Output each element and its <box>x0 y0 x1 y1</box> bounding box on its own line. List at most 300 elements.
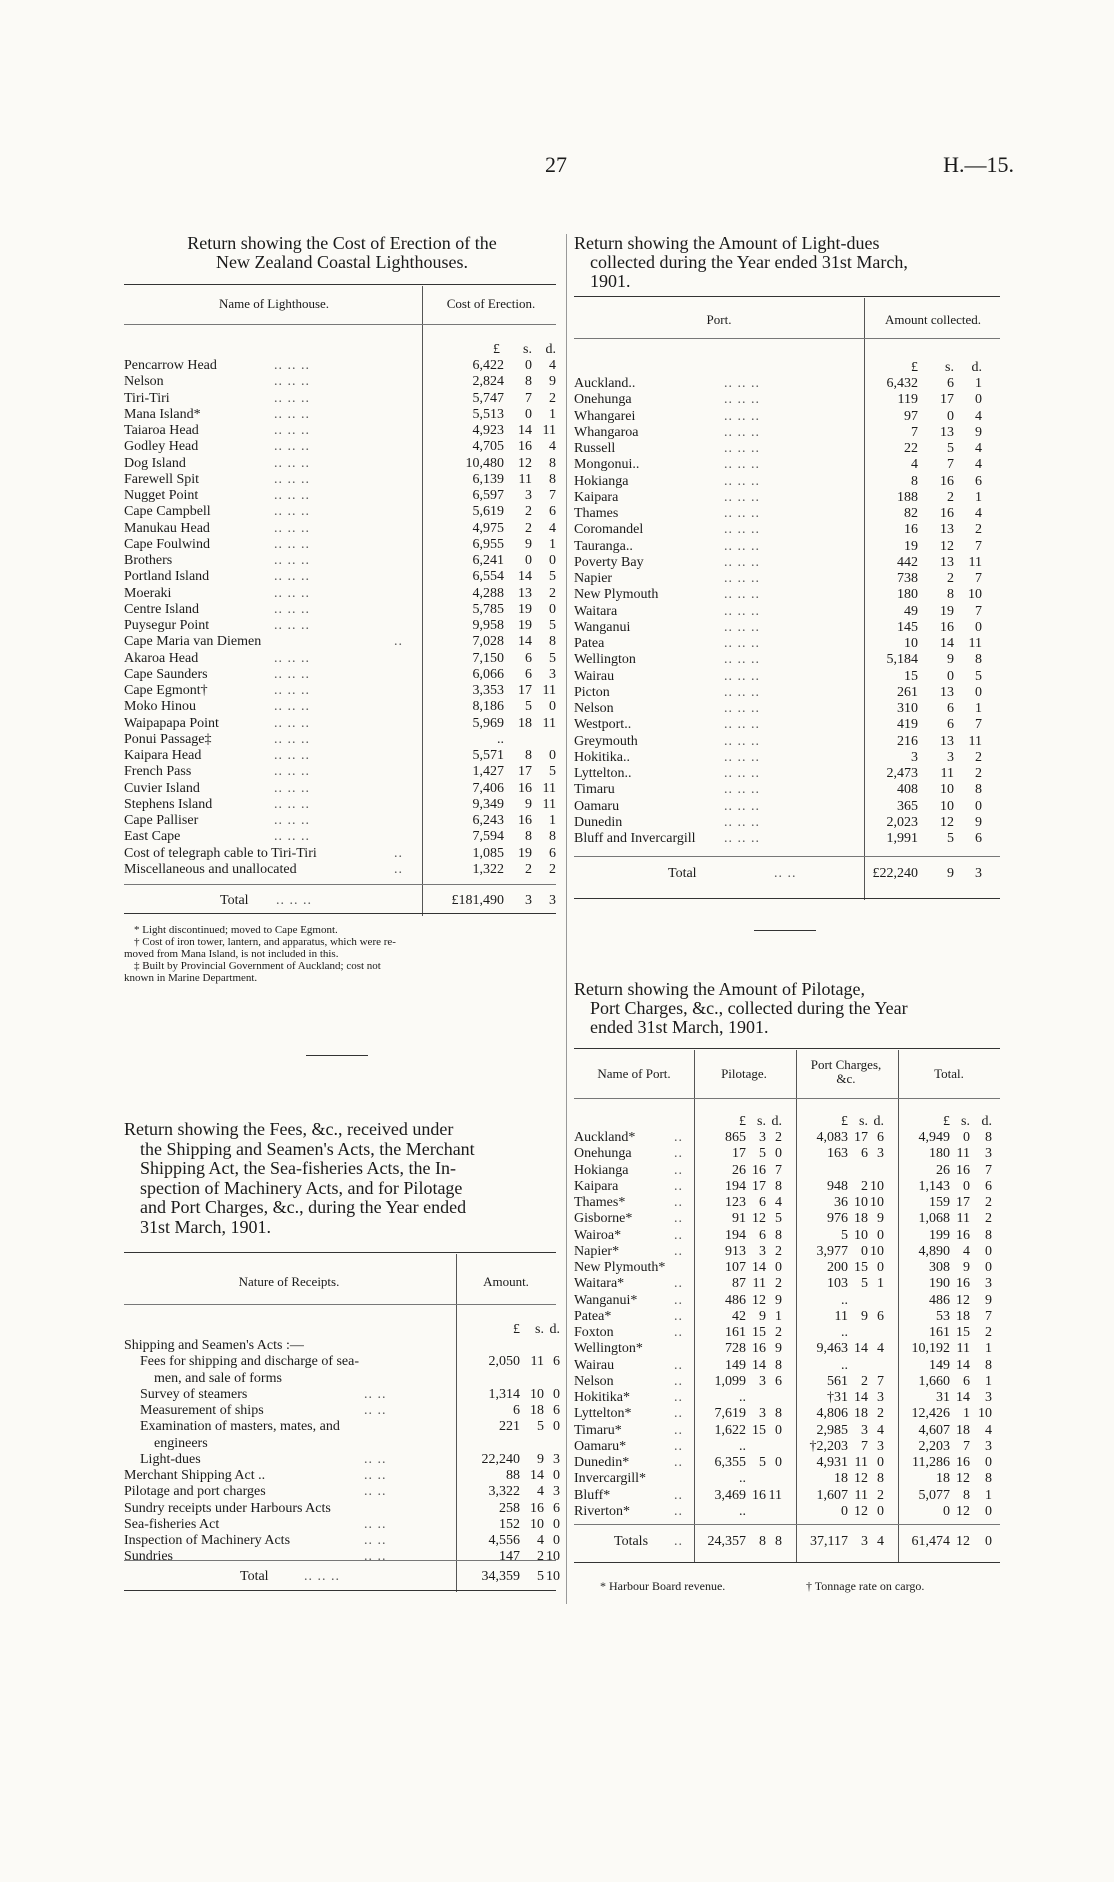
table-row <box>124 1501 560 1517</box>
amount-shillings: 2 <box>947 489 954 505</box>
page-number: 27 <box>545 152 567 177</box>
table-row <box>574 815 1004 831</box>
total-shillings: 14 <box>956 1357 970 1373</box>
fees-rows <box>124 1338 560 1566</box>
total-pence: 2 <box>985 1195 992 1210</box>
rule <box>574 856 1000 857</box>
total-shillings: 18 <box>956 1308 970 1324</box>
amount-pence: 7 <box>975 571 982 586</box>
rule <box>124 1252 556 1253</box>
amount-pence: 0 <box>553 1516 560 1532</box>
col-total: Total. <box>934 1066 964 1081</box>
total-pounds: 11,286 <box>912 1455 950 1470</box>
leader-dots: .. .. .. <box>274 471 310 487</box>
pilotage-pence: 5 <box>775 1211 782 1227</box>
cost-pounds: 6,597 <box>472 488 504 503</box>
table-row <box>124 488 560 504</box>
pilotage-pence: 2 <box>775 1243 782 1259</box>
cost-shillings: 13 <box>518 585 532 601</box>
table-row <box>574 392 1004 408</box>
table-row <box>124 846 560 862</box>
total-shillings: 15 <box>956 1325 970 1340</box>
port-name: Napier* <box>574 1243 620 1259</box>
total-pounds: 4,607 <box>918 1422 950 1438</box>
amount-pounds: 6,432 <box>886 376 918 391</box>
amount-pounds: 258 <box>499 1500 520 1516</box>
pilotage-shillings: 3 <box>759 1406 766 1422</box>
charges-shillings: 14 <box>854 1390 868 1405</box>
pilotage-shillings: 11 <box>752 1276 766 1292</box>
table-row <box>124 829 560 845</box>
total-shillings: 4 <box>963 1243 970 1259</box>
lighthouse-name: East Cape <box>124 829 181 845</box>
lighthouse-name: Nugget Point <box>124 488 199 503</box>
amount-pounds: 8 <box>911 473 918 489</box>
port-name: Wanganui* <box>574 1292 638 1308</box>
cost-shillings: 16 <box>518 780 532 796</box>
table-row <box>574 1325 1004 1341</box>
leader-dots: .. .. .. <box>274 585 310 601</box>
leader-dots: .. .. .. <box>274 520 310 536</box>
amount-pence: 11 <box>968 733 982 749</box>
table-row <box>574 1358 1004 1374</box>
cost-pence: 0 <box>549 748 556 763</box>
total-pounds: 486 <box>929 1292 950 1308</box>
cost-shillings: 17 <box>518 764 532 780</box>
receipt-name: Measurement of ships <box>140 1403 264 1418</box>
table-row <box>124 1387 560 1403</box>
pilotage-pounds: 42 <box>732 1308 746 1324</box>
leader-dots: .. <box>674 1308 683 1324</box>
port-name: Wellington* <box>574 1341 643 1357</box>
pilotage-shillings: 12 <box>752 1211 766 1227</box>
lighthouse-name: Moko Hinou <box>124 699 196 715</box>
cost-shillings: 6 <box>525 666 532 682</box>
charges-shillings: 3 <box>861 1422 868 1438</box>
leader-dots: .. .. .. <box>724 798 760 814</box>
cost-shillings: 14 <box>518 634 532 650</box>
lighthouse-name: Stephens Island <box>124 796 213 812</box>
table-row <box>124 781 560 797</box>
pilotage-shillings: 16 <box>752 1162 766 1178</box>
leader-dots: .. <box>674 1325 683 1340</box>
cost-shillings: 14 <box>518 423 532 438</box>
total-pence: 10 <box>978 1406 992 1422</box>
port-name: Wairau <box>574 668 615 684</box>
pilotage-pence: 8 <box>775 1357 782 1373</box>
table-row <box>124 1419 560 1435</box>
cost-pounds: 3,353 <box>472 683 504 698</box>
cost-shillings: 16 <box>518 813 532 828</box>
cost-pence: 2 <box>549 585 556 601</box>
leader-dots: .. <box>674 1211 683 1227</box>
section-divider <box>306 1055 368 1056</box>
cost-shillings: 18 <box>518 715 532 731</box>
charges-pounds: 976 <box>827 1211 848 1227</box>
amount-pence: 9 <box>975 814 982 830</box>
leader-dots: .. .. .. <box>724 636 760 651</box>
amount-shillings: 14 <box>530 1468 544 1483</box>
leader-dots: .. .. .. <box>274 813 310 828</box>
rule <box>574 1048 1000 1049</box>
amount-shillings: 9 <box>537 1451 544 1467</box>
table-row <box>574 1293 1004 1309</box>
amount-pence: 6 <box>553 1354 560 1370</box>
leader-dots: .. .. <box>364 1516 387 1532</box>
table-row <box>574 766 1004 782</box>
table-row <box>124 716 560 732</box>
leader-dots: .. .. .. <box>274 374 310 390</box>
total-pounds: 199 <box>929 1227 950 1243</box>
table-row <box>574 1163 1004 1179</box>
port-name: Tauranga.. <box>574 538 633 554</box>
receipt-name: Inspection of Machinery Acts <box>124 1533 291 1548</box>
receipt-name: Pilotage and port charges <box>124 1484 266 1500</box>
receipt-name: Light-dues <box>140 1451 201 1467</box>
port-name: Poverty Bay <box>574 554 644 570</box>
receipt-name: Sundries <box>124 1549 173 1565</box>
cost-pence: 8 <box>549 634 556 650</box>
port-name: Waitara* <box>574 1276 625 1292</box>
charges-pounds: 4,806 <box>816 1406 848 1422</box>
cost-shillings: 14 <box>518 569 532 585</box>
footnote: * Light discontinued; moved to Cape Egmont. <box>134 924 338 936</box>
cost-shillings: 16 <box>518 439 532 455</box>
charges-pounds: 3,977 <box>816 1243 848 1259</box>
amount-pounds: 180 <box>897 587 918 603</box>
leader-dots: .. <box>674 1146 683 1162</box>
port-name: Dunedin* <box>574 1455 630 1470</box>
total-pounds: 1,143 <box>918 1178 950 1194</box>
total-pence: 0 <box>985 1503 992 1519</box>
amount-pounds: 3 <box>911 749 918 765</box>
amount-pence: 3 <box>553 1451 560 1467</box>
pilotage-pounds: 194 <box>725 1227 746 1243</box>
leader-dots: .. .. .. <box>274 601 310 617</box>
table-row <box>124 618 560 634</box>
charges-pounds: 948 <box>827 1178 848 1194</box>
pilotage-pounds: .. <box>739 1438 746 1454</box>
lightdues-rows <box>574 376 1004 847</box>
table-row <box>124 569 560 585</box>
charges-pounds: 0 <box>841 1503 848 1519</box>
amount-pounds: 442 <box>897 554 918 570</box>
fees-title-line: Return showing the Fees, &c., received under <box>124 1119 454 1139</box>
amount-pounds: 4 <box>911 457 918 473</box>
footnote: ‡ Built by Provincial Government of Auckland; cost not <box>134 960 381 972</box>
fees-total: Total .. .. .. 34,359 5 10 <box>240 1569 560 1584</box>
receipt-name: engineers <box>154 1435 208 1451</box>
leader-dots: .. <box>674 1357 683 1373</box>
table-row <box>574 1228 1004 1244</box>
table-row <box>574 571 1004 587</box>
amount-shillings: 11 <box>940 766 954 781</box>
table-row <box>124 391 560 407</box>
amount-shillings: 5 <box>947 831 954 846</box>
charges-pounds: 103 <box>827 1276 848 1292</box>
amount-pence: 0 <box>975 619 982 635</box>
amount-pounds: 6 <box>513 1403 520 1418</box>
cost-pence: 6 <box>549 504 556 520</box>
leader-dots: .. .. .. <box>274 358 310 373</box>
lighthouse-name: Mana Island* <box>124 406 201 422</box>
port-name: Bluff* <box>574 1487 611 1503</box>
table-row <box>574 506 1004 522</box>
cost-pounds: 1,085 <box>472 845 504 861</box>
leader-dots: .. .. <box>364 1468 387 1483</box>
amount-shillings: 16 <box>940 506 954 521</box>
table-row <box>124 813 560 829</box>
leader-dots: .. .. .. <box>724 701 760 716</box>
lighthouse-name: Miscellaneous and unallocated <box>124 861 297 877</box>
rule <box>574 1562 1000 1563</box>
col-port: Port. <box>706 312 732 327</box>
port-name: Russell <box>574 441 616 456</box>
leader-dots: .. .. .. <box>724 782 760 798</box>
leader-dots: .. .. .. <box>724 489 760 505</box>
table-row <box>124 1354 560 1370</box>
table-row <box>574 652 1004 668</box>
amount-shillings: 16 <box>940 619 954 635</box>
total-pounds: 26 <box>936 1162 950 1178</box>
pilotage-pence: 8 <box>775 1406 782 1422</box>
leader-dots: .. .. <box>364 1484 387 1500</box>
amount-shillings: 19 <box>940 603 954 619</box>
cost-shillings: 2 <box>525 504 532 520</box>
charges-pence: 8 <box>877 1471 884 1487</box>
pilotage-pounds: 107 <box>725 1260 746 1275</box>
pilotage-pence: 0 <box>775 1146 782 1162</box>
leader-dots: .. <box>394 634 403 650</box>
amount-pence: 0 <box>553 1419 560 1435</box>
section-divider <box>754 930 816 931</box>
cost-pence: 2 <box>549 861 556 877</box>
total-shillings: 7 <box>963 1438 970 1454</box>
total-pounds: 4,890 <box>918 1243 950 1259</box>
pilotage-shillings: 14 <box>752 1357 766 1373</box>
leader-dots: .. .. <box>364 1549 387 1565</box>
leader-dots: .. .. .. <box>274 390 310 406</box>
leader-dots: .. .. .. <box>724 831 760 846</box>
total-pounds: 149 <box>929 1357 950 1373</box>
charges-shillings: 7 <box>861 1438 868 1454</box>
lighthouse-name: French Pass <box>124 764 192 780</box>
leader-dots: .. <box>674 1227 683 1243</box>
cost-pounds: 4,288 <box>472 585 504 601</box>
lighthouse-name: Kaipara Head <box>124 748 202 763</box>
amount-pounds: 408 <box>897 782 918 798</box>
cost-shillings: 7 <box>525 390 532 406</box>
table-row <box>124 586 560 602</box>
table-row <box>574 1455 1004 1471</box>
table-row <box>124 732 560 748</box>
rule <box>574 338 1000 339</box>
table-row <box>124 797 560 813</box>
amount-shillings: 12 <box>940 814 954 830</box>
leader-dots: .. .. .. <box>274 796 310 812</box>
leader-dots: .. .. .. <box>274 406 310 422</box>
leader-dots: .. <box>674 1195 683 1210</box>
amount-pounds: 738 <box>897 571 918 586</box>
leader-dots: .. .. <box>364 1533 387 1548</box>
cost-pence: 11 <box>542 423 556 438</box>
amount-shillings: 16 <box>940 473 954 489</box>
port-name: Foxton <box>574 1325 614 1340</box>
leader-dots: .. <box>674 1178 683 1194</box>
table-row <box>574 539 1004 555</box>
table-row <box>574 587 1004 603</box>
cost-pence: 5 <box>549 618 556 633</box>
amount-pence: 8 <box>975 652 982 668</box>
table-row <box>124 1468 560 1484</box>
pilotage-pence: 0 <box>775 1455 782 1470</box>
cost-shillings: 2 <box>525 520 532 536</box>
charges-pounds: 36 <box>834 1195 848 1210</box>
pilotage-shillings: 15 <box>752 1422 766 1438</box>
cost-pounds: 4,923 <box>472 423 504 438</box>
cost-pounds: .. <box>497 731 504 747</box>
amount-shillings: 6 <box>947 717 954 733</box>
cost-pounds: 7,594 <box>472 829 504 845</box>
cost-shillings: 8 <box>525 748 532 763</box>
port-name: Riverton* <box>574 1503 630 1519</box>
amount-pounds: 3,322 <box>488 1484 520 1500</box>
total-pence: 1 <box>985 1341 992 1357</box>
leader-dots: .. .. .. <box>724 522 760 538</box>
amount-pounds: 97 <box>904 408 918 424</box>
table-row <box>574 604 1004 620</box>
leader-dots: .. .. .. <box>724 538 760 554</box>
table-row <box>574 457 1004 473</box>
cost-pounds: 9,958 <box>472 618 504 633</box>
total-pounds: 190 <box>929 1276 950 1292</box>
lighthouse-name: Puysegur Point <box>124 618 210 633</box>
cost-pence: 11 <box>542 715 556 731</box>
total-pence: 8 <box>985 1130 992 1145</box>
port-name: Kaipara <box>574 489 619 505</box>
lighthouse-name: Dog Island <box>124 455 186 471</box>
total-shillings: 12 <box>956 1503 970 1519</box>
table-row <box>574 799 1004 815</box>
pilotage-pounds: 17 <box>732 1146 746 1162</box>
lighthouse-name: Akaroa Head <box>124 650 199 666</box>
charges-pounds: 2,985 <box>816 1422 848 1438</box>
cost-pounds: 6,241 <box>472 553 504 568</box>
amount-shillings: 13 <box>940 733 954 749</box>
cost-shillings: 5 <box>525 699 532 715</box>
pilotage-pounds: .. <box>739 1390 746 1405</box>
port-name: Wellington <box>574 652 636 668</box>
cost-pence: 7 <box>549 488 556 503</box>
pilotage-shillings: 3 <box>759 1243 766 1259</box>
port-name: Hokianga <box>574 1162 629 1178</box>
amount-pence: 11 <box>968 554 982 570</box>
charges-pence: 6 <box>877 1130 884 1145</box>
pilotage-pence: 2 <box>775 1130 782 1145</box>
amount-shillings: 10 <box>940 798 954 814</box>
port-name: Wairoa* <box>574 1227 622 1243</box>
port-name: Auckland.. <box>574 376 636 391</box>
lighthouse-name: Pencarrow Head <box>124 358 217 373</box>
leader-dots: .. <box>394 845 403 861</box>
cost-shillings: 0 <box>525 358 532 373</box>
amount-shillings: 0 <box>947 408 954 424</box>
total-shillings: 11 <box>956 1341 970 1357</box>
rule <box>124 1304 556 1305</box>
leader-dots: .. <box>394 861 403 877</box>
charges-pence: 4 <box>877 1341 884 1357</box>
amount-shillings: 4 <box>537 1533 544 1548</box>
leader-dots: .. .. .. <box>724 473 760 489</box>
cost-pence: 0 <box>549 601 556 617</box>
amount-pence: 2 <box>975 522 982 538</box>
port-name: Patea* <box>574 1308 612 1324</box>
table-row <box>574 1130 1004 1146</box>
pilotage-note-harbour-board: * Harbour Board revenue. <box>600 1579 726 1593</box>
amount-shillings: 6 <box>947 701 954 716</box>
cost-pounds: 7,406 <box>472 780 504 796</box>
table-row <box>124 667 560 683</box>
amount-pounds: 2,023 <box>886 814 918 830</box>
amount-pence: 0 <box>975 684 982 700</box>
table-row <box>574 750 1004 766</box>
port-name: Whangaroa <box>574 424 639 440</box>
amount-pounds: 119 <box>897 392 918 408</box>
amount-pence: 6 <box>975 831 982 846</box>
cost-pounds: 7,150 <box>472 650 504 666</box>
total-shillings: 0 <box>963 1130 970 1145</box>
amount-pence: 0 <box>553 1386 560 1402</box>
leader-dots: .. .. .. <box>274 455 310 471</box>
amount-shillings: 3 <box>947 749 954 765</box>
footnote: † Cost of iron tower, lantern, and apparatus, which were re- <box>134 936 396 948</box>
charges-pounds: 200 <box>827 1260 848 1275</box>
amount-pence: 0 <box>553 1533 560 1548</box>
total-pence: 7 <box>985 1308 992 1324</box>
cost-shillings: 0 <box>525 553 532 568</box>
leader-dots: .. .. .. <box>274 764 310 780</box>
cost-pence: 4 <box>549 358 556 373</box>
cost-pounds: 1,427 <box>472 764 504 780</box>
rule <box>574 898 1000 899</box>
cost-pounds: 5,619 <box>472 504 504 520</box>
amount-pence: 8 <box>975 782 982 798</box>
pilotage-pence: 0 <box>775 1260 782 1275</box>
leader-dots: .. .. .. <box>724 408 760 424</box>
pilotage-pounds: 486 <box>725 1292 746 1308</box>
charges-pounds: †31 <box>827 1390 848 1405</box>
amount-shillings: 4 <box>537 1484 544 1500</box>
table-row <box>124 1403 560 1419</box>
lighthouse-name: Portland Island <box>124 569 210 585</box>
cost-pence: 0 <box>549 699 556 715</box>
cost-pence: 1 <box>549 813 556 828</box>
cost-pounds: 5,785 <box>472 601 504 617</box>
cost-pounds: 6,955 <box>472 536 504 552</box>
pilotage-pence: 9 <box>775 1292 782 1308</box>
col-amount-collected: Amount collected. <box>884 312 982 327</box>
amount-shillings: 10 <box>940 782 954 798</box>
cost-pounds: 8,186 <box>472 699 504 715</box>
port-name: Waitara <box>574 603 618 619</box>
port-name: Picton <box>574 684 610 700</box>
table-row <box>124 407 560 423</box>
table-row <box>574 734 1004 750</box>
cost-pence: 11 <box>542 683 556 698</box>
pilotage-pence: 9 <box>775 1341 782 1357</box>
cost-pence: 5 <box>549 569 556 585</box>
table-row <box>574 1309 1004 1325</box>
